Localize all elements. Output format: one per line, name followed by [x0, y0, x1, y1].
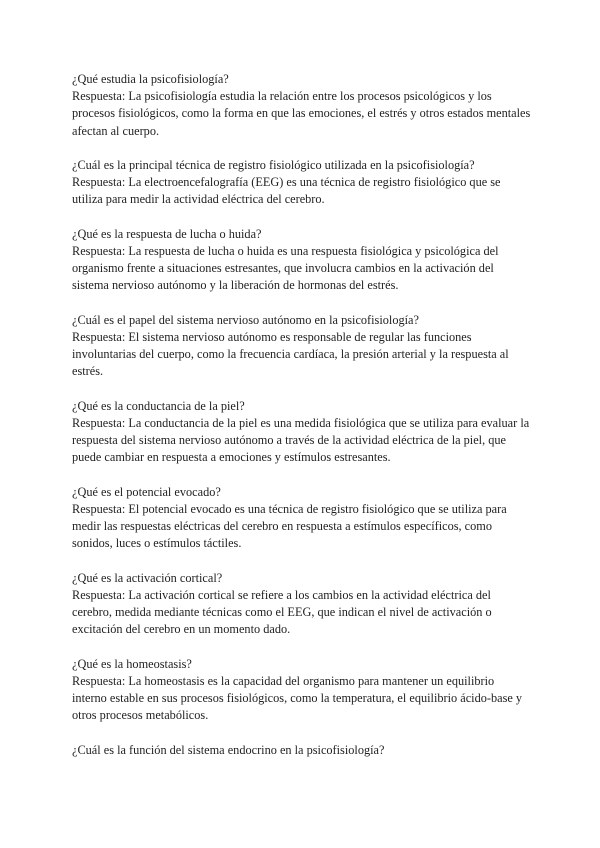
- qa-block: [72, 398, 532, 467]
- question: ¿Cuál es la función del sistema endocrino en la psicofisiología?: [72, 742, 385, 757]
- qa-block: [72, 157, 532, 209]
- qa-block: [72, 484, 532, 553]
- answer: Respuesta: La activación cortical se refiere a los cambios en la actividad eléctrica del cerebro, medida mediante técnicas como el EEG, que indican el nivel de activación o excitación del cerebro en un momento dado.: [72, 588, 492, 637]
- question: ¿Qué estudia la psicofisiología?: [72, 72, 229, 86]
- qa-block: [72, 312, 532, 381]
- question: ¿Cuál es el papel del sistema nervioso autónomo en la psicofisiología?: [72, 312, 419, 327]
- answer: Respuesta: La psicofisiología estudia la relación entre los procesos psicológicos y los procesos fisiológicos, como la forma en que las emociones, el estrés y otros estados mentales afectan al cuerpo.: [72, 89, 531, 138]
- question: ¿Qué es la conductancia de la piel?: [72, 398, 245, 413]
- answer: Respuesta: La homeostasis es la capacidad del organismo para mantener un equilibrio interno estable en sus procesos fisiológicos, como la temperatura, el equilibrio ácido-base y otros procesos metabólicos.: [72, 674, 523, 723]
- question: ¿Qué es la respuesta de lucha o huida?: [72, 226, 262, 241]
- qa-block: [72, 742, 532, 759]
- answer: Respuesta: La electroencefalografía (EEG) es una técnica de registro fisiológico que se utiliza para medir la actividad eléctrica del cerebro.: [72, 175, 501, 207]
- question: ¿Qué es la homeostasis?: [72, 656, 192, 671]
- qa-block: [72, 656, 532, 725]
- qa-block: [72, 226, 532, 295]
- answer: Respuesta: El potencial evocado es una técnica de registro fisiológico que se utiliza para medir las respuestas eléctricas del cerebro en respuesta a estímulos específicos, como sonidos, luces o estímulos táctiles.: [72, 502, 507, 551]
- question: ¿Qué es la activación cortical?: [72, 570, 223, 585]
- qa-block: [72, 71, 532, 140]
- answer: Respuesta: La conductancia de la piel es una medida fisiológica que se utiliza para evaluar la respuesta del sistema nervioso autónomo a través de la actividad eléctrica de la piel, que puede cambiar en respuesta a emociones y estímulos estresantes.: [72, 416, 530, 465]
- answer: Respuesta: La respuesta de lucha o huida es una respuesta fisiológica y psicológica del organismo frente a situaciones estresantes, que involucra cambios en la activación del sistema nervioso autónomo y la liberación de hormonas del estrés.: [72, 244, 499, 293]
- answer: Respuesta: El sistema nervioso autónomo es responsable de regular las funciones involuntarias del cuerpo, como la frecuencia cardíaca, la presión arterial y la respuesta al estrés.: [72, 330, 509, 379]
- document-body: [72, 71, 532, 776]
- qa-block: [72, 570, 532, 639]
- question: ¿Qué es el potencial evocado?: [72, 484, 221, 499]
- question: ¿Cuál es la principal técnica de registro fisiológico utilizada en la psicofisiología?: [72, 158, 475, 172]
